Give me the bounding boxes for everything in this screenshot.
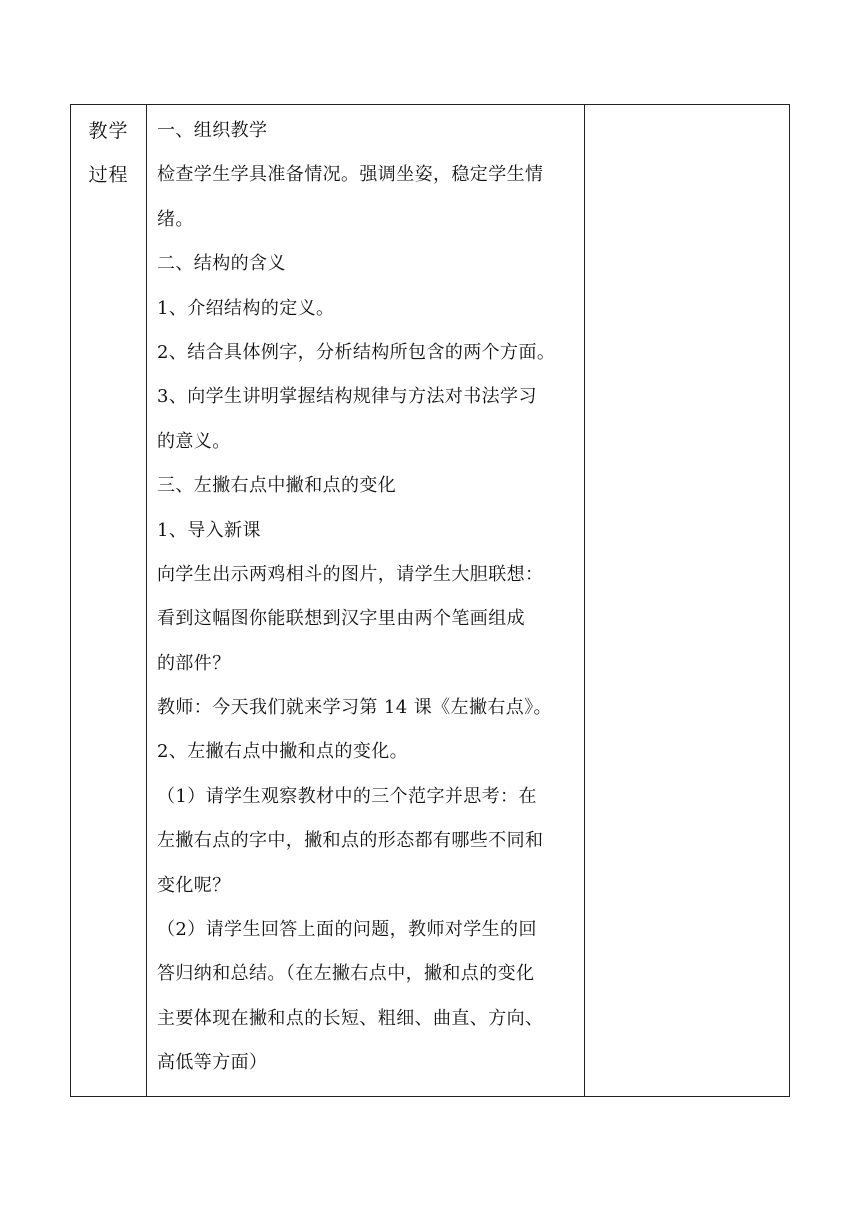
content-line: 3、向学生讲明掌握结构规律与方法对书法学习 <box>157 386 537 408</box>
content-line: （2）请学生回答上面的问题，教师对学生的回 <box>157 919 537 941</box>
content-line: 看到这幅图你能联想到汉字里由两个笔画组成 <box>157 608 525 630</box>
content-line: 变化呢？ <box>157 874 231 896</box>
content-line: （1）请学生观察教材中的三个范字并思考：在 <box>157 785 537 807</box>
section-label-line-1: 教学 <box>88 120 129 142</box>
content-line: 三、左撇右点中撇和点的变化 <box>157 475 397 497</box>
content-line: 检查学生学具准备情况。强调坐姿，稳定学生情 <box>157 164 544 186</box>
content-line: 1、介绍结构的定义。 <box>157 297 335 319</box>
table-row <box>71 105 790 1097</box>
content-line: 左撇右点的字中，撇和点的形态都有哪些不同和 <box>157 830 544 852</box>
content-line: 绪。 <box>157 208 194 230</box>
teaching-process-content-cell <box>147 105 585 1097</box>
content-line: 高低等方面） <box>157 1052 268 1074</box>
content-line: 教师：今天我们就来学习第 14 课《左撇右点》。 <box>157 697 552 719</box>
content-line: 答归纳和总结。（在左撇右点中，撇和点的变化 <box>157 963 535 985</box>
content-line: 的意义。 <box>157 430 231 452</box>
content-line: 的部件？ <box>157 652 231 674</box>
section-label-cell <box>71 105 147 1097</box>
content-line: 2、左撇右点中撇和点的变化。 <box>157 741 409 763</box>
content-line: 向学生出示两鸡相斗的图片，请学生大胆联想： <box>157 563 544 585</box>
content-line: 2、结合具体例字，分析结构所包含的两个方面。 <box>157 341 556 363</box>
content-line: 主要体现在撇和点的长短、粗细、曲直、方向、 <box>157 1007 544 1029</box>
content-line: 一、组织教学 <box>157 120 268 141</box>
content-line: 1、导入新课 <box>157 519 261 541</box>
notes-cell <box>585 105 790 1097</box>
lesson-plan-table <box>70 104 790 1097</box>
content-line: 二、结构的含义 <box>157 253 286 275</box>
section-label-line-2: 过程 <box>88 164 129 186</box>
